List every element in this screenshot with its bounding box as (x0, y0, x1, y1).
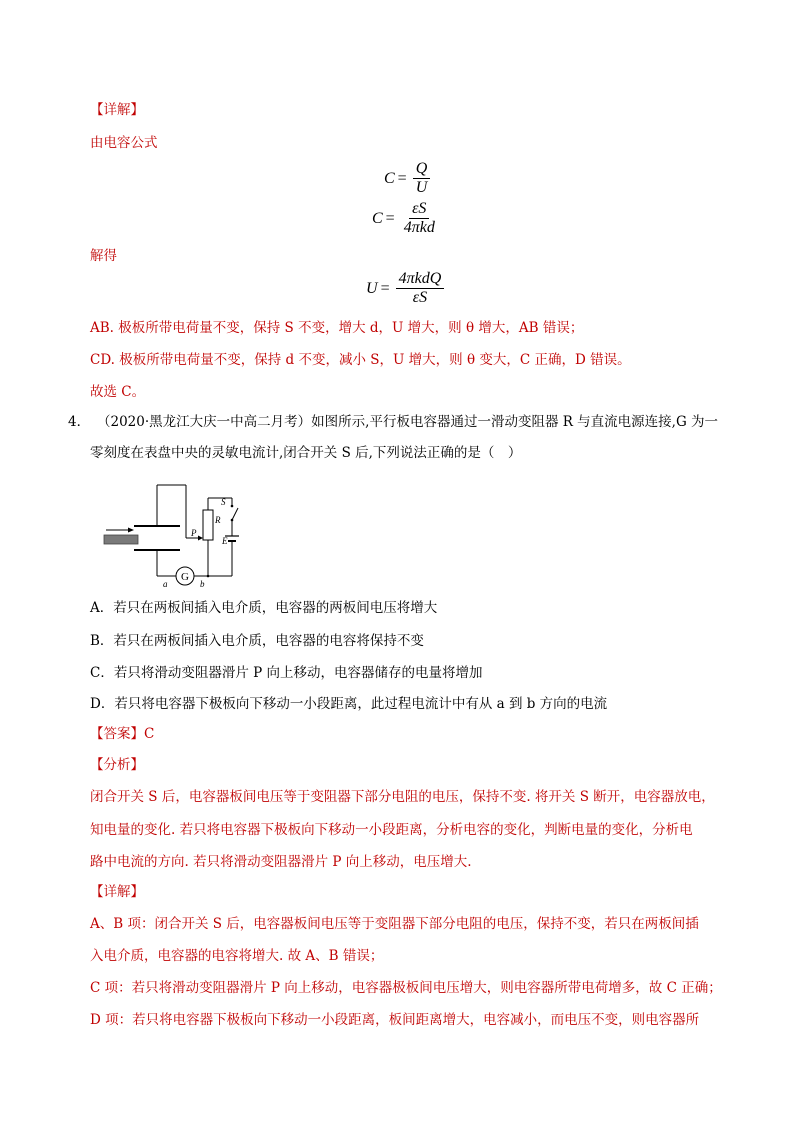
detail-heading-2: 【详解】 (90, 884, 144, 900)
switch-blade (232, 508, 238, 520)
f3-eq: = (380, 279, 390, 297)
label-a: a (163, 579, 168, 589)
detail-line-2: 入电介质，电容器的电容将增大. 故 A、B 错误； (90, 948, 384, 964)
f1-eq: = (397, 169, 407, 187)
f3-lhs: U (366, 279, 378, 297)
circuit-diagram (100, 478, 250, 590)
rheostat (203, 510, 213, 540)
choice-b: B．若只在两板间插入电介质，电容器的电容将保持不变 (90, 633, 424, 649)
detail-line-4: D 项：若只将电容器下极板向下移动一小段距离，板间距离增大，电容减小，而电压不变，则电容器所 (90, 1012, 700, 1028)
choice-c: C．若只将滑动变阻器滑片 P 向上移动，电容器储存的电量将增加 (90, 665, 483, 681)
f3-denominator: εS (412, 289, 428, 306)
analysis-line-2: 知电量的变化. 若只将电容器下极板向下移动一小段距离，分析电容的变化，判断电量的变化，分析电 (90, 822, 693, 838)
label-g: G (181, 571, 189, 583)
f3-numerator: 4πkdQ (396, 270, 445, 289)
formula-capacitance-determinant (372, 200, 438, 237)
f2-eq: = (385, 209, 395, 227)
dielectric-slab (104, 535, 138, 544)
slider-arrow (198, 536, 203, 541)
question-stem-line1: （2020·黑龙江大庆一中高二月考）如图所示,平行板电容器通过一滑动变阻器 R 与直流电源连接,G 为一 (97, 414, 719, 430)
detail-line-3: C 项：若只将滑动变阻器滑片 P 向上移动，电容器极板间电压增大，则电容器所带电荷增多，故 C 正确； (90, 980, 722, 996)
formula-voltage-result (366, 270, 444, 307)
switch-contact-top (231, 505, 234, 508)
analysis-cd: CD. 极板所带电荷量不变，保持 d 不变，减小 S，U 增大，则 θ 变大，C 正确，D 错误。 (90, 352, 631, 368)
label-b: b (200, 579, 205, 589)
analysis-ab: AB. 极板所带电荷量不变，保持 S 不变，增大 d，U 增大，则 θ 增大，AB 错误； (90, 320, 584, 336)
label-s: S (221, 497, 226, 507)
label-r: R (215, 515, 221, 525)
formula-capacitance-definition (384, 160, 430, 197)
f1-numerator: Q (413, 160, 431, 179)
f2-numerator: εS (409, 200, 429, 219)
analysis-heading: 【分析】 (90, 757, 144, 773)
f1-denominator: U (415, 179, 428, 196)
answer: 【答案】C (90, 726, 155, 742)
analysis-line-3: 路中电流的方向. 若只将滑动变阻器滑片 P 向上移动，电压增大. (90, 854, 472, 870)
choice-a: A．若只在两板间插入电介质，电容器的两板间电压将增大 (90, 600, 438, 616)
detail-line-1: A、B 项：闭合开关 S 后，电容器板间电压等于变阻器下部分电阻的电压，保持不变，若只在两板间插 (90, 916, 699, 932)
detail-heading-1: 【详解】 (90, 102, 144, 118)
junction-b (207, 575, 210, 578)
choice-d: D．若只将电容器下极板向下移动一小段距离，此过程电流计中有从 a 到 b 方向的电流 (90, 696, 608, 712)
analysis-line-1: 闭合开关 S 后，电容器板间电压等于变阻器下部分电阻的电压，保持不变. 将开关 S 断开，电容器放电， (90, 789, 715, 805)
solve-label: 解得 (90, 248, 117, 264)
conclusion: 故选 C。 (90, 384, 146, 400)
f1-lhs: C (384, 169, 395, 187)
label-e: E (222, 536, 228, 546)
f2-lhs: C (372, 209, 383, 227)
f2-denominator: 4πkd (403, 219, 435, 236)
insert-arrow-head (128, 528, 134, 533)
formula-intro: 由电容公式 (90, 135, 158, 151)
question-number: 4． (68, 414, 91, 430)
label-p: P (191, 528, 197, 538)
question-stem-line2: 零刻度在表盘中央的灵敏电流计,闭合开关 S 后,下列说法正确的是（ ） (90, 445, 522, 461)
